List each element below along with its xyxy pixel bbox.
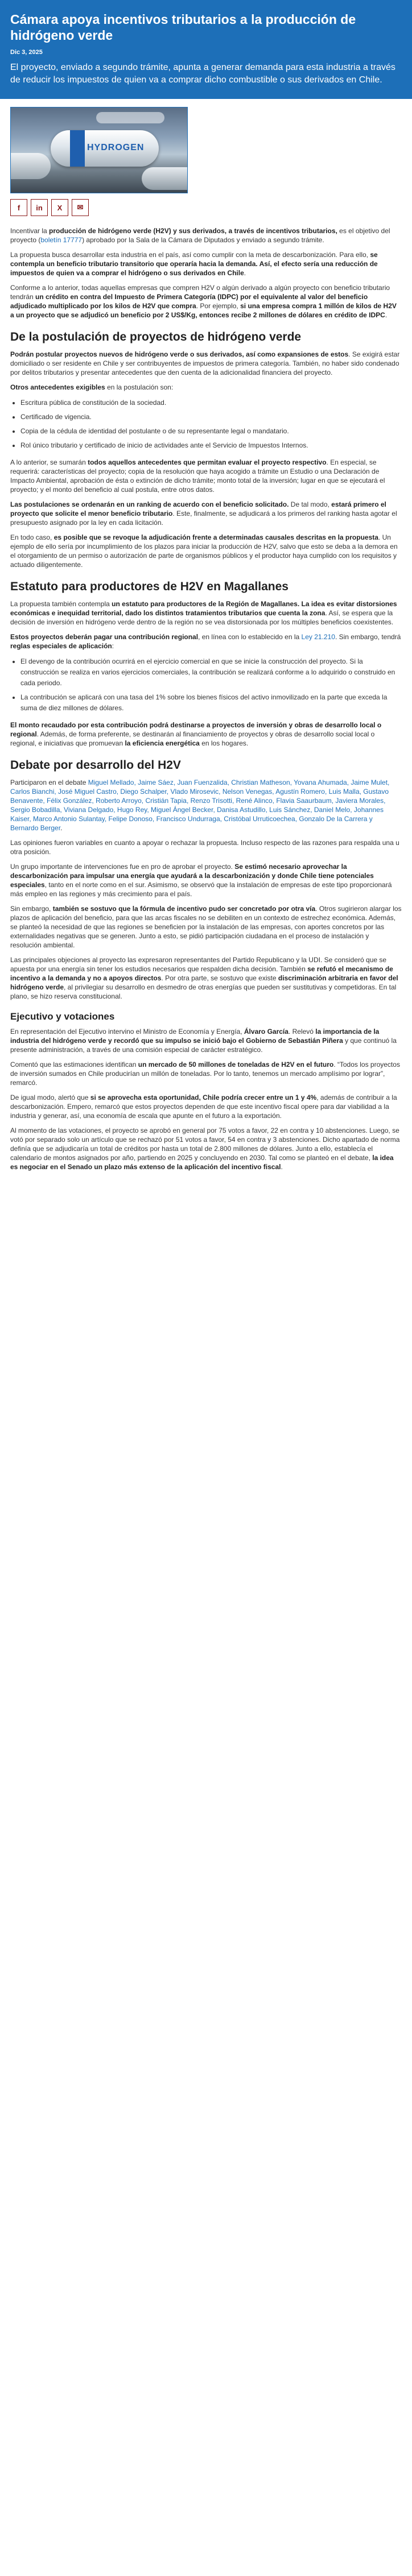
- article-body: [0, 107, 412, 1171]
- bold-text: se contempla un beneficio tributario transitorio que operaría hacia la demanda. Así, el efecto sería una reducción de impuestos de quien va a comprar el hidrógeno o sus derivados en Chile: [10, 251, 378, 277]
- facebook-icon: f: [17, 203, 20, 212]
- text: ) aprobado por la Sala de la Cámara de Diputados y enviado a segundo trámite.: [82, 236, 324, 244]
- text: A lo anterior, se sumarán: [10, 458, 88, 466]
- s3-paragraph-3: [10, 862, 402, 898]
- bold-text: es posible que se revoque la adjudicación frente a determinadas causales descritas en la propuesta: [53, 533, 378, 541]
- linkedin-icon: in: [36, 203, 43, 212]
- text: . Por ejemplo,: [196, 302, 241, 310]
- hydrogen-tank: [51, 130, 159, 167]
- bold-text: todos aquellos antecedentes que permitan evaluar el proyecto respectivo: [88, 458, 327, 466]
- text: . Sin embargo, tendrá: [335, 633, 401, 641]
- article-header: [0, 0, 412, 99]
- text: La propuesta busca desarrollar esta industria en el país, así como cumplir con la meta de descarbonización. Para ello,: [10, 251, 370, 259]
- list-item: • Rol único tributario y certificado de inicio de actividades ante el Servicio de Impuestos Internos.: [20, 440, 402, 451]
- text: . Relevó: [288, 1028, 316, 1036]
- list-item: • El devengo de la contribución ocurrirá en el ejercicio comercial en que se inicie la construcción del proyecto. Si la construcción se realiza en varios ejercicios comerciales, la contribución se realizará conforme a lo adquirido o construido en cada periodo.: [20, 656, 402, 689]
- light-glow: [96, 112, 164, 123]
- text: En todo caso,: [10, 533, 54, 541]
- bold-text: la idea es negociar en el Senado un plazo más extenso de la aplicación del incentivo fiscal: [10, 1154, 394, 1171]
- text: , además de contribuir a la descarbonización. Empero, remarcó que estos proyectos dependen de que este incentivo fiscal opere para dar viabilidad a la industria y generar, así, una economía de escala que apunte en el futuro a la exportación.: [10, 1094, 397, 1120]
- article-lead: El proyecto, enviado a segundo trámite, apunta a generar demanda para esta industria a través de reducir los impuestos de quien va a comprar dicho combustible o sus derivados en Chile.: [10, 63, 395, 85]
- bold-text: un estatuto para productores de la Región de Magallanes. La idea es evitar distorsiones económicas e inequidad territorial, dado los distintos tratamientos tributarios que cuenta la zona: [10, 600, 397, 617]
- bold-text: estará primero el proyecto que solicite el menor beneficio tributario: [10, 500, 386, 517]
- tank-label: HYDROGEN: [87, 143, 145, 152]
- text: .: [244, 269, 246, 277]
- text: Al momento de las votaciones, el proyecto se aprobó en general por 75 votos a favor, 22 en contra y 10 abstenciones. Luego, se votó por separado solo un artículo que se rechazó por 51 votos a favor, 54 en contra y 3 abstenciones. Dicho apartado de norma definía que se adjudicaría un total de créditos por hasta un total de 2.800 millones de dólares. Junto a ello, establecía el calendario de montos asignados por año, partiendo en 2025 y concluyendo en 2030. Tal como se planteó en el debate,: [10, 1127, 400, 1162]
- intro-paragraph-3: [10, 283, 402, 320]
- s1-paragraph-2: [10, 383, 402, 392]
- foreground-tank: [142, 167, 188, 190]
- text: Incentivar la: [10, 227, 50, 235]
- text: . Se exigirá estar domiciliado o ser residente en Chile y ser contribuyentes de impuestos de primera categoría. También, no haber sido condenado por delitos tributarios y presentar antecedentes que den cuenta de la adicionalidad financiera del proyecto.: [10, 350, 400, 376]
- bold-text: un crédito en contra del Impuesto de Primera Categoría (IDPC) por el equivalente al valor del beneficio adjudicado multiplicado por los kilos de H2V que compra: [10, 293, 368, 310]
- bold-text: Las postulaciones se ordenarán en un ranking de acuerdo con el beneficio solicitado.: [10, 500, 289, 508]
- x-icon: X: [57, 203, 63, 212]
- s1-paragraph-4: [10, 500, 402, 527]
- background-tank: [10, 153, 51, 179]
- s4-paragraph-3: [10, 1093, 402, 1120]
- s2-paragraph-2: [10, 632, 402, 651]
- text: . Un ejemplo de ello sería por incumplimiento de los plazos para iniciar la producción de H2V, salvo que esto se deba a la demora en el otorgamiento de un permiso o autorización de parte de organismos públicos y el productor haya cumplido con los requisitos y actuado diligentemente.: [10, 533, 398, 569]
- article-date: Dic 3, 2025: [10, 49, 43, 56]
- text: Conforme a lo anterior, todas aquellas empresas que compren H2V o algún derivado a algún proyecto con beneficio tributario tendrán: [10, 284, 390, 301]
- email-share-button[interactable]: [72, 199, 89, 216]
- bold-text: Otros antecedentes exigibles: [10, 383, 105, 391]
- section-heading-debate: Debate por desarrollo del H2V: [10, 759, 181, 772]
- bold-text: reglas especiales de aplicación: [10, 642, 112, 650]
- text: .: [60, 824, 63, 832]
- x-share-button[interactable]: [51, 199, 68, 216]
- text: La propuesta también contempla: [10, 600, 112, 608]
- text: Un grupo importante de intervenciones fue en pro de aprobar el proyecto.: [10, 863, 235, 871]
- s1-paragraph-3: [10, 458, 402, 494]
- s4-paragraph-1: [10, 1027, 402, 1054]
- bold-text: Estos proyectos deberán pagar una contribución regional: [10, 633, 199, 641]
- text: y que continuó la presente administración, a través de una comisión especial de carácter estratégico.: [10, 1037, 397, 1054]
- s4-paragraph-2: [10, 1060, 402, 1087]
- text: . Este, finalmente, se adjudicará a los primeros del ranking hasta agotar el presupuesto asignado por la ley en cada licitación.: [10, 510, 397, 527]
- ley-link[interactable]: Ley 21.210: [301, 633, 335, 641]
- contribution-rules-list: [10, 656, 402, 714]
- section-heading-postulacion: De la postulación de proyectos de hidrógeno verde: [10, 330, 302, 343]
- text: En representación del Ejecutivo intervino el Ministro de Economía y Energía,: [10, 1028, 244, 1036]
- list-item: • Escritura pública de constitución de la sociedad.: [20, 397, 402, 408]
- text: De tal modo,: [289, 500, 332, 508]
- bold-text: Podrán postular proyectos nuevos de hidrógeno verde o sus derivados, así como expansiones de estos: [10, 350, 349, 358]
- bold-text: si una empresa compra 1 millón de kilos de H2V a un proyecto que se adjudicó un beneficio por 2 US$/Kg, entonces recibe 2 millones de dólares en crédito de IDPC: [10, 302, 397, 319]
- bold-text: también se sostuvo que la fórmula de incentivo pudo ser concretado por otra vía: [52, 905, 316, 913]
- section-heading-ejecutivo: Ejecutivo y votaciones: [10, 1011, 115, 1022]
- deputies-links[interactable]: Miguel Mellado, Jaime Sáez, Juan Fuenzalida, Christian Matheson, Yovana Ahumada, Jaime Mulet, Carlos Bianchi, José Miguel Castro, Diego Schalper, Vlado Mirosevic, Nelson Venegas, Agustín Romero, Luis Malla, Gustavo Benavente, Félix González, Roberto Arroyo, Cristián Tapia, Renzo Trisotti, René Alinco, Flavia Saaurbaum, Javiera Morales, Sergio Bobadilla, Viviana Delgado, Hugo Rey, Miguel Ángel Becker, Danisa Astudillo, Luis Sánchez, Daniel Melo, Johannes Kaiser, Marco Antonio Sulantay, Felipe Donoso, Francisco Undurraga, Cristóbal Urruticoechea, Gonzalo De la Carrera y Bernardo Berger: [10, 778, 390, 832]
- text: , en línea con lo establecido en la: [198, 633, 302, 641]
- linkedin-share-button[interactable]: [31, 199, 48, 216]
- text: .: [281, 1163, 283, 1171]
- text: Participaron en el debate: [10, 778, 88, 786]
- text: , tanto en el norte como en el sur. Asimismo, se observó que la instalación de empresas de este tipo proporcionará más empleo en las regiones y más crecimiento para el país.: [10, 881, 392, 898]
- text: Sin embargo,: [10, 905, 53, 913]
- bold-text: Álvaro García: [244, 1028, 289, 1036]
- text: De igual modo, alertó que: [10, 1094, 90, 1101]
- bold-text: producción de hidrógeno verde (H2V) y sus derivados, a través de incentivos tributarios,: [49, 227, 337, 235]
- bold-text: se refutó el mecanismo de incentivo a la demanda y no a apoyos directos: [10, 965, 393, 982]
- text: en la postulación son:: [105, 383, 174, 391]
- text: Las principales objeciones al proyecto las expresaron representantes del Partido Republicano y la UDI. Se consideró que se apuesta por una energía sin tener los estudios necesarios que respalden dicha decisión. También: [10, 956, 387, 973]
- text: . “Todos los proyectos de inversión sumados en Chile producirían un millón de toneladas. Por lo tanto, tenemos un mercado amplísimo por lograr”, remarcó.: [10, 1061, 400, 1087]
- bold-text: discriminación arbitraria en favor del hidrógeno verde: [10, 974, 398, 991]
- requirements-list: [10, 397, 402, 451]
- bold-text: Se estimó necesario aprovechar la descarbonización para impulsar una energía que ayudará a la descarbonización y donde Chile tiene potenciales especiales: [10, 863, 374, 889]
- s3-paragraph-5: [10, 955, 402, 1001]
- s3-paragraph-4: [10, 904, 402, 950]
- boletin-link[interactable]: boletín 17777: [40, 236, 83, 244]
- list-item: • Copia de la cédula de identidad del postulante o de su representante legal o mandatario.: [20, 426, 402, 437]
- text: .: [385, 311, 388, 319]
- intro-paragraph-2: [10, 250, 402, 278]
- bold-text: El monto recaudado por esta contribución podrá destinarse a proyectos de inversión y obras de desarrollo local o regional: [10, 721, 382, 738]
- list-item: • Certificado de vigencia.: [20, 412, 402, 423]
- email-icon: ✉: [77, 203, 84, 212]
- s1-paragraph-5: [10, 533, 402, 569]
- bold-text: la eficiencia energética: [125, 739, 200, 747]
- text: , al privilegiar su desarrollo en desmedro de otras energías que pueden ser sustitutivas y competidoras. En tal plano, se hizo reserva constitucional.: [10, 983, 397, 1000]
- text: . Por otra parte, se sostuvo que existe: [161, 974, 278, 982]
- text: es el objetivo del proyecto (: [10, 227, 390, 244]
- bold-text: si se aprovecha esta oportunidad, Chile podría crecer entre un 1 y 4%: [90, 1094, 317, 1101]
- section-heading-magallanes: Estatuto para productores de H2V en Magallanes: [10, 580, 289, 593]
- bold-text: la importancia de la industria del hidrógeno verde y recordó que su impulso se inició bajo el Gobierno de Sebastián Piñera: [10, 1028, 380, 1045]
- s2-paragraph-1: [10, 599, 402, 627]
- bold-text: un mercado de 50 millones de toneladas de H2V en el futuro: [138, 1061, 334, 1068]
- s4-paragraph-4: [10, 1126, 402, 1171]
- article-title: Cámara apoya incentivos tributarios a la producción de hidrógeno verde: [10, 12, 356, 43]
- text: en los hogares.: [199, 739, 249, 747]
- text: :: [112, 642, 114, 650]
- text: . En especial, se requerirá: características del proyecto; copia de la resolución que haya acogido a trámite un Estudio o una Declaración de Impacto Ambiental, aprobación de ésta o extinción de dicho trámite; monto total de la inversión; lugar en que se ejecutará el proyecto; y el monto del beneficio al cual postula, entre otros datos.: [10, 458, 385, 494]
- text: Comentó que las estimaciones identifican: [10, 1061, 138, 1068]
- s3-paragraph-1: [10, 778, 402, 833]
- intro-paragraph-1: [10, 226, 402, 245]
- text: . Así, se espera que la decisión de inversión en hidrógeno verde dentro de la región no se vea distorsionada por los múltiples beneficios coexistentes.: [10, 609, 394, 626]
- text: . Además, de forma preferente, se destinarán al financiamiento de proyectos y obras de desarrollo social local o regional, e iniciativas que promuevan: [10, 730, 375, 747]
- s3-paragraph-2: Las opiniones fueron variables en cuanto a apoyar o rechazar la propuesta. Incluso respecto de las razones para respalda una u otra posición.: [10, 839, 399, 856]
- s2-paragraph-3: [10, 720, 402, 748]
- tank-blue-band: [70, 130, 85, 167]
- list-item: • La contribución se aplicará con una tasa del 1% sobre los bienes físicos del activo inmovilizado en la parte que exceda la suma de diez millones de dólares.: [20, 692, 402, 714]
- share-bar: [10, 199, 402, 216]
- hydrogen-tank-photo: [10, 107, 188, 193]
- facebook-share-button[interactable]: [10, 199, 27, 216]
- s1-paragraph-1: [10, 350, 402, 377]
- article-page: [0, 0, 412, 1177]
- text: . Otros sugirieron alargar los plazos de aplicación del beneficio, para que las arcas fiscales no se debiliten en un contexto de estrechez económica. Además, se planteó la necesidad de que las regiones se beneficien por la instalación de las empresas, con aportes concretos por las externalidades negativas que se generen. Junto a esto, se pidió participación ciudadana en el proceso de instalación y resolución ambiental.: [10, 905, 402, 949]
